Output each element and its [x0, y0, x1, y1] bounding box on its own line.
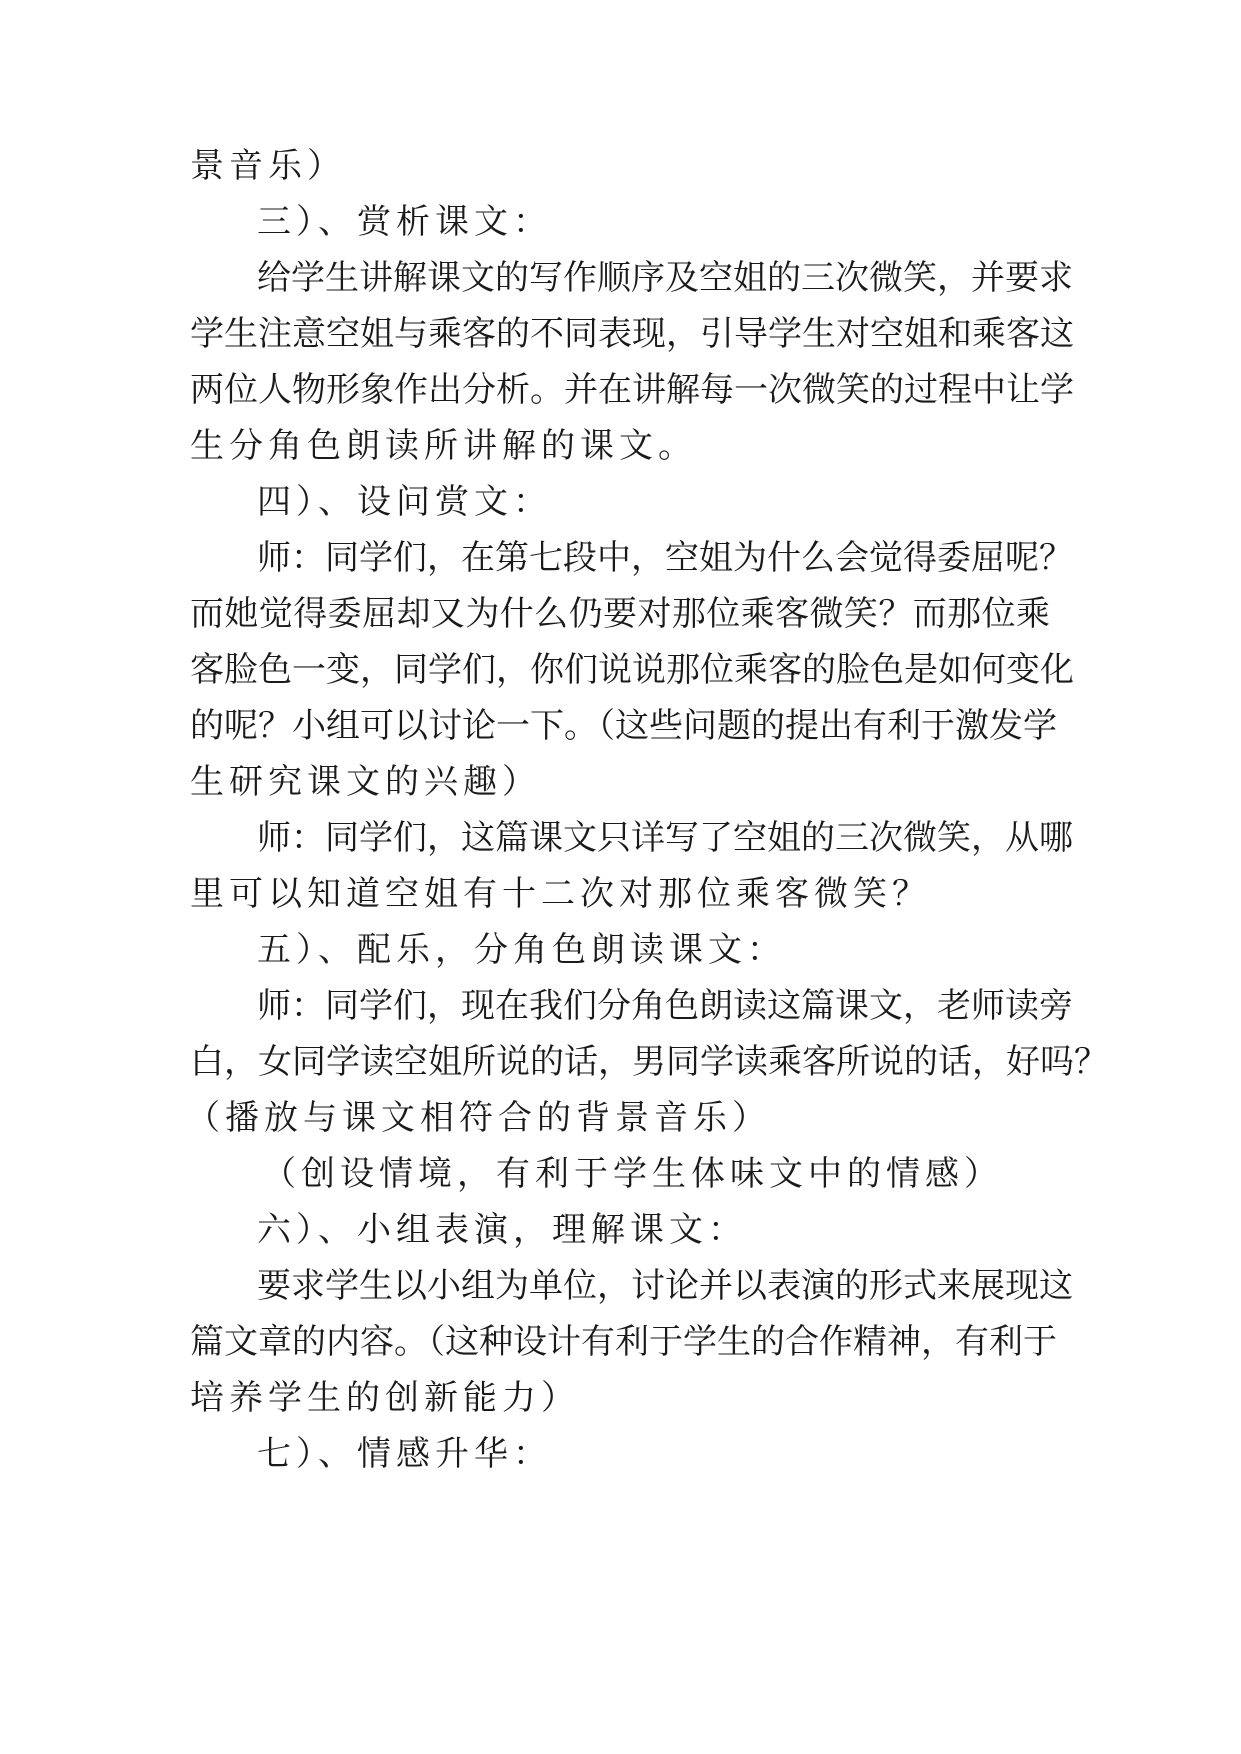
- text-line: 学生注意空姐与乘客的不同表现，引导学生对空姐和乘客这: [190, 314, 1074, 354]
- text-line: 生分角色朗读所讲解的课文。: [190, 426, 697, 466]
- text-line: 白，女同学读空姐所说的话，男同学读乘客所说的话，好吗？: [190, 1042, 1108, 1082]
- text-line: （创设情境，有利于学生体味文中的情感）: [262, 1154, 1003, 1194]
- text-line: 要求学生以小组为单位，讨论并以表演的形式来展现这: [257, 1266, 1073, 1306]
- section-heading: 六）、小组表演，理解课文：: [257, 1210, 747, 1250]
- text-line: 两位人物形象作出分析。并在讲解每一次微笑的过程中让学: [190, 370, 1074, 410]
- text-line: 里可以知道空姐有十二次对那位乘客微笑？: [190, 874, 931, 914]
- text-line: 给学生讲解课文的写作顺序及空姐的三次微笑，并要求: [257, 258, 1073, 298]
- section-heading: 三）、赏析课文：: [257, 202, 552, 242]
- text-line: 篇文章的内容。（这种设计有利于学生的合作精神，有利于: [190, 1322, 1057, 1362]
- text-line: 的呢？小组可以讨论一下。（这些问题的提出有利于激发学: [190, 706, 1057, 746]
- text-line: 生研究课文的兴趣）: [190, 762, 541, 802]
- section-heading: 四）、设问赏文：: [257, 482, 552, 522]
- section-heading: 五）、配乐，分角色朗读课文：: [257, 930, 786, 970]
- text-line: 师：同学们，这篇课文只详写了空姐的三次微笑，从哪: [257, 818, 1073, 858]
- text-line: 而她觉得委屈却又为什么仍要对那位乘客微笑？而那位乘: [190, 594, 1050, 634]
- text-line: 景音乐）: [190, 146, 346, 186]
- text-line: 客脸色一变，同学们，你们说说那位乘客的脸色是如何变化: [190, 650, 1074, 690]
- text-line: （播放与课文相符合的背景音乐）: [186, 1098, 771, 1138]
- section-heading: 七）、情感升华：: [257, 1434, 552, 1474]
- text-line: 师：同学们，现在我们分角色朗读这篇课文，老师读旁: [257, 986, 1073, 1026]
- text-line: 师：同学们，在第七段中，空姐为什么会觉得委屈呢？: [257, 538, 1073, 578]
- text-line: 培养学生的创新能力）: [190, 1378, 580, 1418]
